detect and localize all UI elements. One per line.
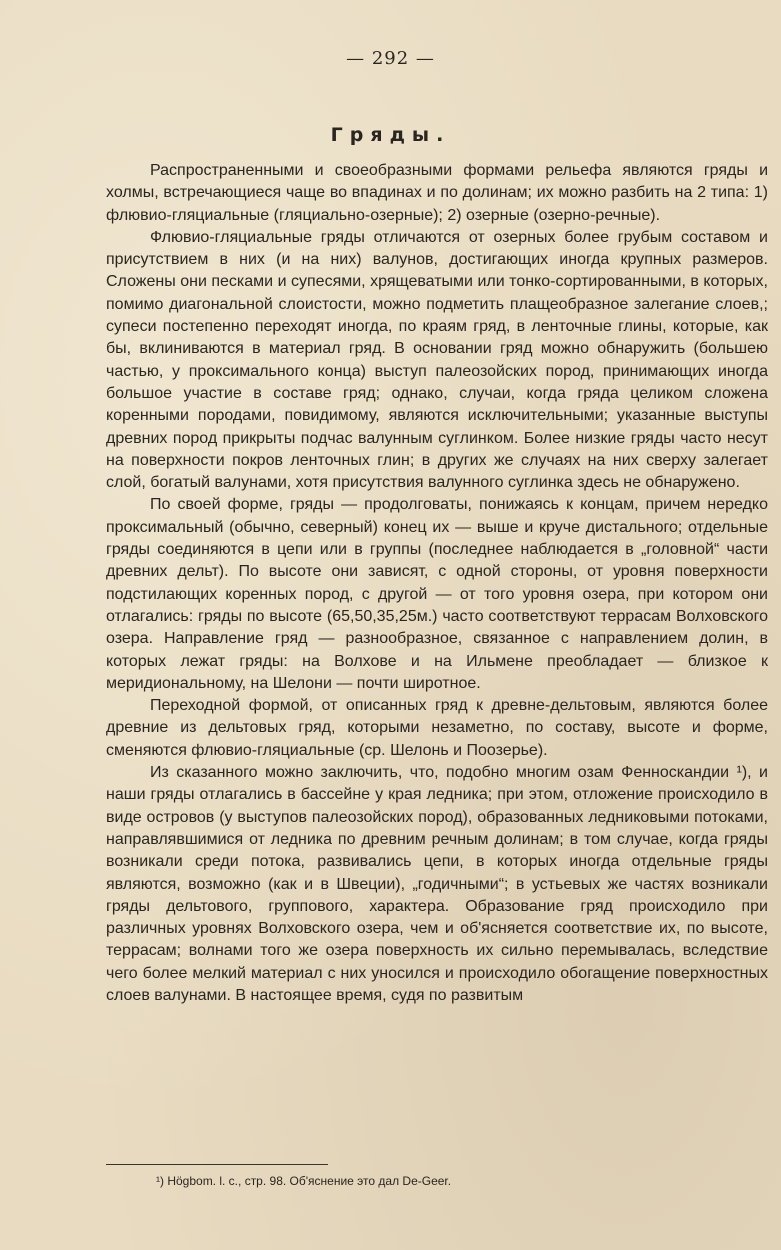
paragraph: Из сказанного можно заключить, что, подобно многим озам Фенноскандии ¹), и наши гряды отлагались в бассейне у края ледника; при этом, отложение происходило в виде островов (у выступов палеозойских пород), образованных ледниковыми потоками, направлявшимися от ледника по древним речным долинам; в том случае, когда гряды возникали среди потока, развивались цепи, в которых иногда отдельные гряды являются, возможно (как и в Швеции), „годичными“; в устьевых же частях возникали гряды дельтового, группового, характера. Образование гряд происходило при различных уровнях Волховского озера, чем и об'ясняется соответствие их, по высоте, террасам; волнами того же озера поверхность их сильно перемывалась, вследствие чего более мелкий материал с них уносился и происходило обогащение поверхностных слоев валунами. В настоящее время, судя по развитым	[106, 764, 768, 1004]
paragraph: По своей форме, гряды — продолговаты, понижаясь к концам, причем нередко проксимальный (обычно, северный) конец их — выше и круче дистального; отдельные гряды соединяются в цепи или в группы (последнее наблюдается в „головной“ части древних дельт). По высоте они зависят, с одной стороны, от уровня поверхности подстилающих коренных пород, с другой — от того уровня озера, при котором они отлагались: гряды по высоте (65,50,35,25м.) часто соответствуют террасам Волховского озера. Направление гряд — разнообразное, связанное с направлением долин, в которых лежат гряды: на Волхове и на Ильмене преобладает — близкое к меридиональному, на Шелони — почти широтное.	[106, 496, 768, 692]
page-number: — 292 —	[346, 48, 435, 69]
section-heading: Гряды.	[330, 124, 451, 146]
footnote-divider	[106, 1164, 328, 1165]
body-text	[106, 160, 768, 1007]
paragraph: Переходной формой, от описанных гряд к древне-дельтовым, являются более древние из дельтовых гряд, которыми незаметно, по составу, высоте и форме, сменяются флювио-гляциальные (ср. Шелонь и Поозерье).	[106, 697, 768, 759]
paragraph: Распространенными и своеобразными формами рельефа являются гряды и холмы, встречающиеся чаще во впадинах и по долинам; их можно разбить на 2 типа: 1) флювио-гляциальные (гляциально-озерные); 2) озерные (озерно-речные).	[106, 162, 768, 224]
footnote: ¹) Högbom. l. c., стр. 98. Об'яснение это дал De-Geer.	[156, 1174, 452, 1188]
paragraph: Флювио-гляциальные гряды отличаются от озерных более грубым составом и присутствием в них (и на них) валунов, достигающих иногда крупных размеров. Сложены они песками и супесями, хрящеватыми или тонко-сортированными, в которых, помимо диагональной слоистости, можно подметить плащеобразное залегание слоев,; супеси постепенно переходят иногда, по краям гряд, в ленточные глины, которые, как бы, вклиниваются в материал гряд. В основании гряд можно обнаружить (большею частью, у проксимального конца) выступ палеозойских пород, принимающих иногда большое участие в составе гряд; однако, случаи, когда гряда целиком сложена коренными породами, повидимому, являются исключительными; указанные выступы древних пород прикрыты подчас валунным суглинком. Более низкие гряды часто несут на поверхности покров ленточных глин; в других же случаях на них сверху залегает слой, богатый валунами, хотя присутствия валунного суглинка здесь не обнаружено.	[106, 228, 768, 492]
